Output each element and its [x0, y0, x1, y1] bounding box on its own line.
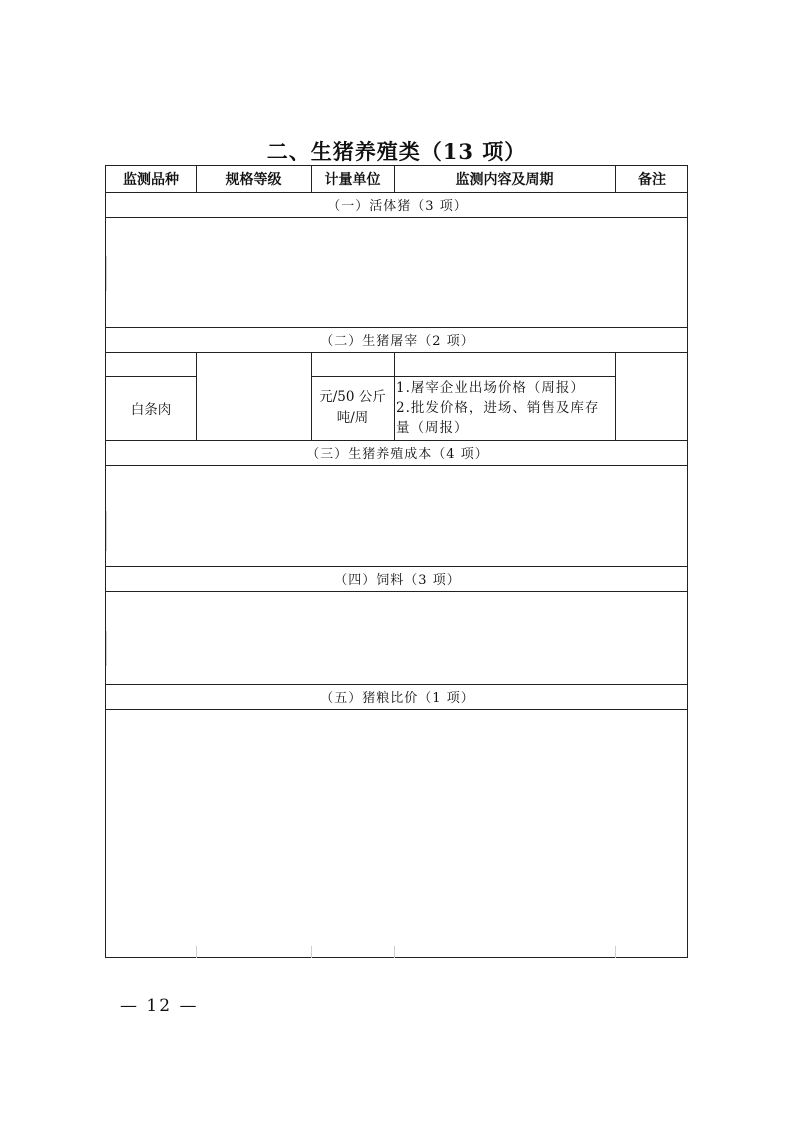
row-divider	[106, 352, 687, 353]
monitoring-content-cell: 1.屠宰企业出场价格（周报） 2.批发价格，进场、销售及库存量（周报）	[396, 380, 600, 436]
column-divider	[615, 352, 616, 440]
header-grade: 规格等级	[225, 172, 282, 188]
faint-divider	[311, 946, 312, 958]
section-pig-grain-ratio: （五）猪粮比价（1 项）	[320, 691, 475, 706]
header-content: 监测内容及周期	[455, 172, 554, 188]
variety-white-carcass: 白条肉	[130, 402, 172, 418]
faint-divider	[106, 631, 107, 666]
monitoring-table	[105, 165, 688, 958]
header-variety: 监测品种	[123, 172, 179, 188]
unit-cell: 元/50 公斤 吨/周	[319, 389, 386, 426]
row-divider	[106, 217, 687, 218]
faint-divider	[106, 256, 107, 291]
faint-divider	[196, 946, 197, 958]
page-number: — 12 —	[120, 996, 199, 1016]
page-title: 二、生猪养殖类（13 项）	[266, 139, 527, 164]
row-divider	[106, 591, 687, 592]
column-divider	[196, 166, 197, 192]
column-divider	[615, 166, 616, 192]
column-divider	[196, 352, 197, 440]
column-divider	[394, 166, 395, 192]
faint-divider	[394, 946, 395, 958]
faint-divider	[106, 511, 107, 551]
section-live-pigs: （一）活体猪（3 项）	[327, 199, 468, 214]
header-unit: 计量单位	[324, 172, 381, 188]
section-slaughter: （二）生猪屠宰（2 项）	[320, 334, 475, 349]
row-divider	[106, 465, 687, 466]
column-divider	[311, 166, 312, 192]
faint-divider	[615, 946, 616, 958]
row-divider	[106, 709, 687, 710]
section-breeding-cost: （三）生猪养殖成本（4 项）	[306, 447, 489, 462]
header-remarks: 备注	[638, 172, 666, 188]
section-feed: （四）饲料（3 项）	[334, 573, 461, 588]
